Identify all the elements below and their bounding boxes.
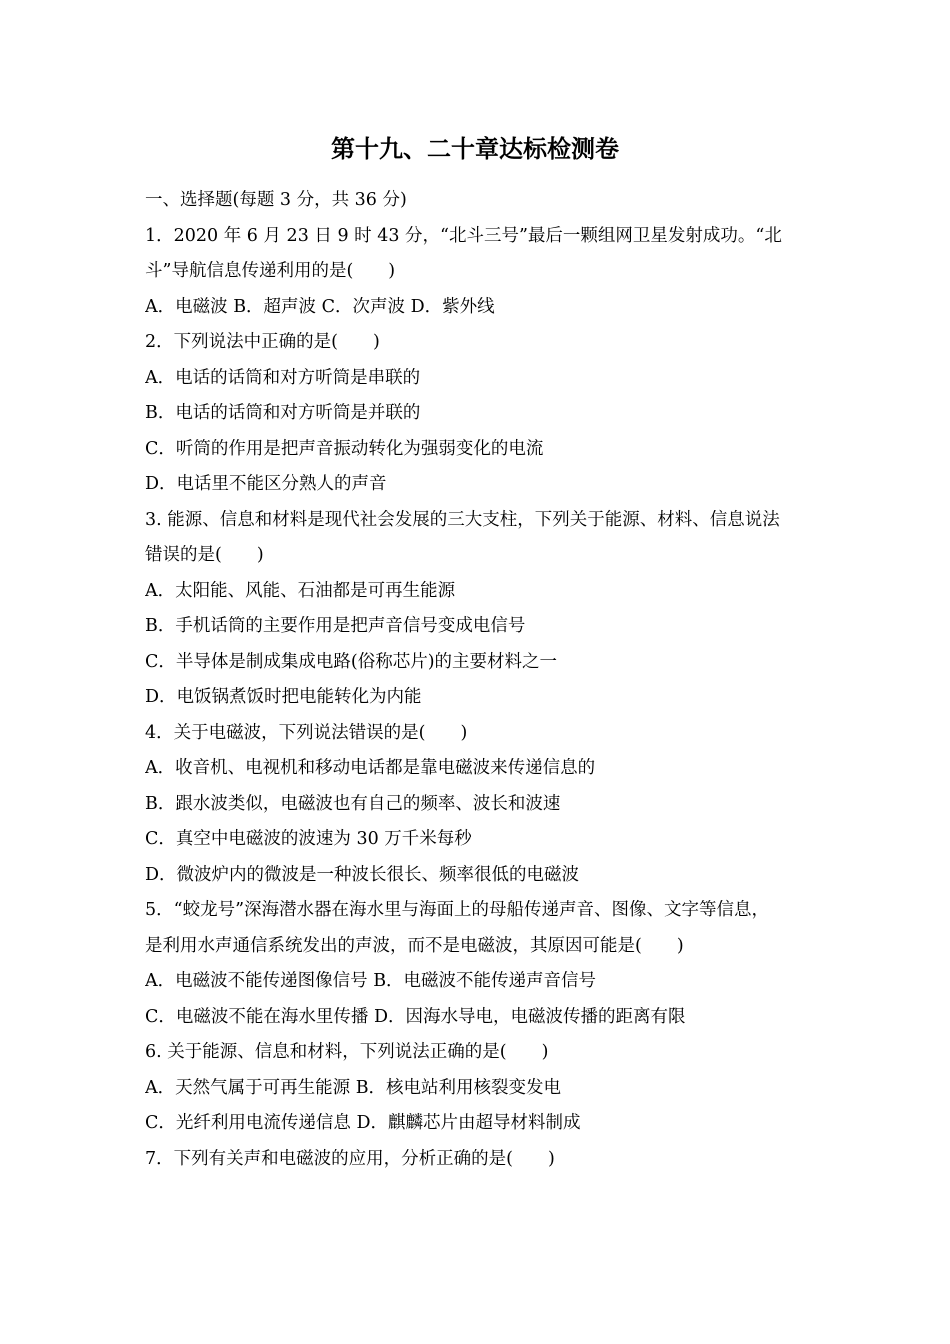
question-7-stem: 7．下列有关声和电磁波的应用，分析正确的是( ) [145,1148,555,1169]
question-2-stem: 2．下列说法中正确的是( ) [145,332,380,352]
question-5-options-ab: A．电磁波不能传递图像信号 B．电磁波不能传递声音信号 [145,971,597,991]
question-6-options-cd: C．光纤利用电流传递信息 D．麒麟芯片由超导材料制成 [145,1113,581,1133]
question-5-stem: 5．“蛟龙号”深海潜水器在海水里与海面上的母船传递声音、图像、文字等信息， [145,900,770,920]
question-3-option-c: C．半导体是制成集成电路(俗称芯片)的主要材料之一 [145,651,558,672]
question-6-options-ab: A．天然气属于可再生能源 B．核电站利用核裂变发电 [145,1077,562,1098]
question-2-option-a: A．电话的话筒和对方听筒是串联的 [145,367,421,388]
question-6-stem: 6. 关于能源、信息和材料，下列说法正确的是( ) [145,1042,549,1062]
question-2-option-c: C．听筒的作用是把声音振动转化为强弱变化的电流 [145,438,544,459]
section-heading: 一、选择题(每题 3 分，共 36 分) [145,190,407,210]
question-4-option-b: B．跟水波类似，电磁波也有自己的频率、波长和波速 [145,793,561,814]
question-5-options-cd: C．电磁波不能在海水里传播 D．因海水导电，电磁波传播的距离有限 [145,1006,686,1027]
question-1-stem-cont: 斗”导航信息传递利用的是( ) [145,261,396,281]
question-3-option-d: D．电饭锅煮饭时把电能转化为内能 [145,687,422,707]
question-1-options: A．电磁波 B．超声波 C．次声波 D．紫外线 [145,296,495,317]
question-3-stem: 3. 能源、信息和材料是现代社会发展的三大支柱，下列关于能源、材料、信息说法 [145,509,780,530]
page-title: 第十九、二十章达标检测卷 [331,134,619,163]
question-list [145,183,825,1177]
question-1-stem: 1．2020 年 6 月 23 日 9 时 43 分，“北斗三号”最后一颗组网卫星发射成功。“北 [145,225,782,246]
question-3-option-a: A．太阳能、风能、石油都是可再生能源 [145,580,456,601]
question-2-option-d: D．电话里不能区分熟人的声音 [145,474,387,494]
question-4-stem: 4．关于电磁波，下列说法错误的是( ) [145,722,468,743]
question-4-option-d: D．微波炉内的微波是一种波长很长、频率很低的电磁波 [145,864,580,885]
question-3-stem-cont: 错误的是( ) [145,545,264,565]
question-2-option-b: B．电话的话筒和对方听筒是并联的 [145,403,421,423]
question-3-option-b: B．手机话筒的主要作用是把声音信号变成电信号 [145,616,526,636]
question-5-stem-cont: 是利用水声通信系统发出的声波，而不是电磁波，其原因可能是( ) [145,935,684,956]
question-4-option-c: C．真空中电磁波的波速为 30 万千米每秒 [145,829,472,849]
question-4-option-a: A．收音机、电视机和移动电话都是靠电磁波来传递信息的 [145,758,596,778]
